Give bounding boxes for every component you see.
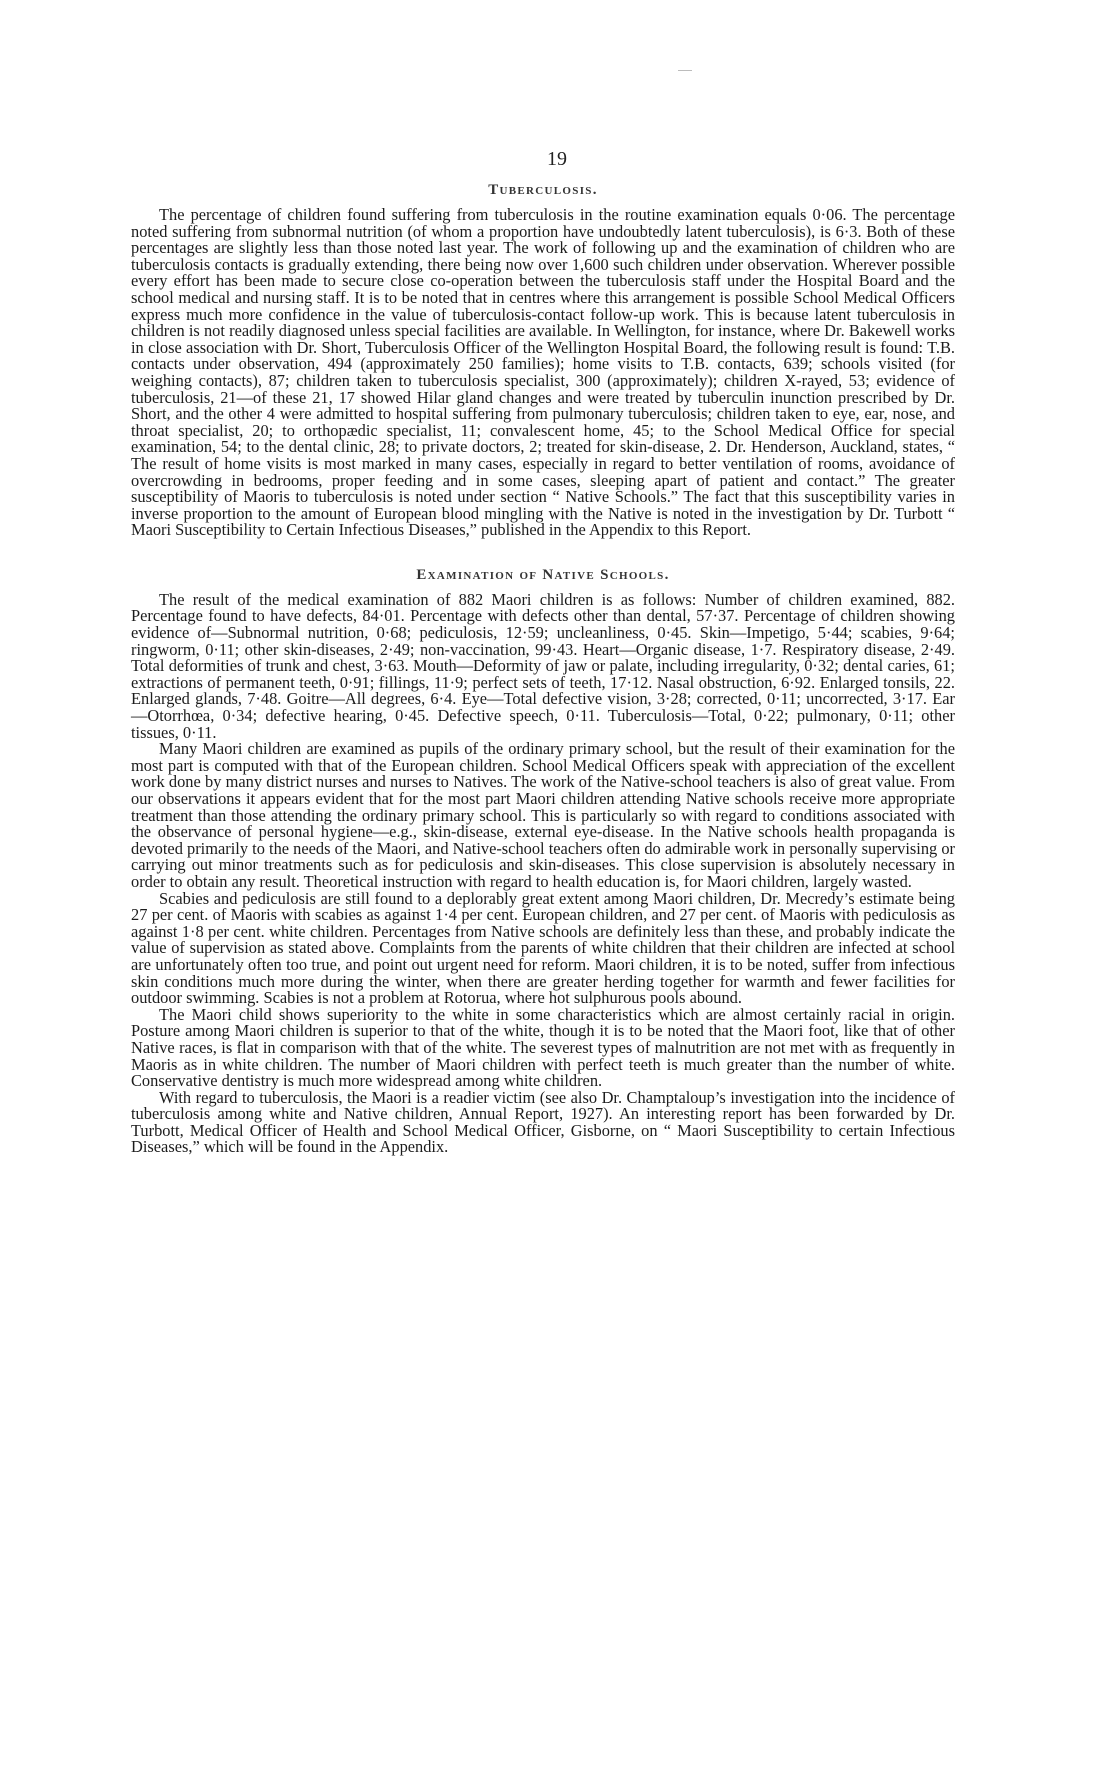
paragraph: The Maori child shows superiority to the white in some characteristics which are almost certainly racial in origin. Posture among Maori children is superior to that of the white, though it is to be noted that the Maori foot, like that of other Native races, is flat in comparison with that of the white. The severest types of malnutrition are not met with as frequently in Maoris as in white children. The number of Maori children with perfect teeth is much greater than the number of white. Conservative dentistry is much more widespread among white children. [131,1004,955,1091]
section-heading: Examination of Native Schools. [416,566,670,583]
section-heading: Tuberculosis. [488,182,598,198]
page-number: 19 [547,148,567,170]
paragraph: Many Maori children are examined as pupils of the ordinary primary school, but the result of their examination for the most part is computed with that of the European children. School Medical Officers speak with appreciation of the excellent work done by many district nurses and nurses to Natives. The work of the Native-school teachers is also of great value. From our observations it appears evident that for the most part Maori children attending Native schools receive more appropriate treatment than those attending the ordinary primary school. This is particularly so with regard to conditions associated with the observance of personal hygiene—e.g., skin-disease, external eye-disease. In the Native schools health propaganda is devoted primarily to the needs of the Maori, and Native-school teachers often do admirable work in personally supervising or carrying out minor treatments such as for pediculosis and skin-diseases. This close supervision is absolutely necessary in order to obtain any result. Theoretical instruction with regard to health education is, for Maori children, largely wasted. [131,739,955,891]
section-native-schools [131,567,955,1156]
paragraph: The result of the medical examination of 882 Maori children is as follows: Number of children examined, 882. Percentage found to have defects, 84·01. Percentage with defects other than dental, 57·37. Percentage of children showing evidence of—Subnormal nutrition, 0·68; pediculosis, 12·59; uncleanliness, 0·45. Skin—Impetigo, 5·44; scabies, 9·64; ringworm, 0·11; other skin-diseases, 2·49; non-vaccination, 99·43. Heart—Organic disease, 1·7. Respiratory disease, 2·49. Total deformities of trunk and chest, 3·63. Mouth—Deformity of jaw or palate, including irregularity, 0·32; dental caries, 61; extractions of permanent teeth, 0·91; fillings, 11·9; perfect sets of teeth, 17·12. Nasal obstruction, 6·92. Enlarged tonsils, 22. Enlarged glands, 7·48. Goitre—All degrees, 6·4. Eye—Total defective vision, 3·28; corrected, 0·11; uncorrected, 3·17. Ear—Otorrhœa, 0·34; defective hearing, 0·45. Defective speech, 0·11. Tuberculosis—Total, 0·22; pulmonary, 0·11; other tissues, 0·11. [131,589,955,742]
stray-mark [678,70,692,71]
page-content [131,182,955,1156]
paragraph: The percentage of children found suffering from tuberculosis in the routine examination equals 0·06. The percentage noted suffering from subnormal nutrition (of whom a proportion have undoubtedly latent tuberculosis), is 6·3. Both of these percentages are slightly less than those noted last year. The work of following up and the examination of children who are tuberculosis contacts is gradually extending, there being now over 1,600 such children under observation. Wherever possible every effort has been made to secure close co-operation between the tuberculosis staff under the Hospital Board and the school medical and nursing staff. It is to be noted that in centres where this arrangement is possible School Medical Officers express much more confidence in the value of tuberculosis-contact follow-up work. This is because latent tuberculosis in children is not readily diagnosed unless special facilities are available. In Wellington, for instance, where Dr. Bakewell works in close association with Dr. Short, Tuberculosis Officer of the Wellington Hospital Board, the following result is found: T.B. contacts under observation, 494 (approximately 250 families); home visits to T.B. contacts, 639; schools visited (for weighing contacts), 87; children taken to tuberculosis specialist, 300 (approximately); children X-rayed, 53; evidence of tuberculosis, 21—of these 21, 17 showed Hilar gland changes and were treated by tuberculin inunction prescribed by Dr. Short, and the other 4 were admitted to hospital suffering from pulmonary tuberculosis; children taken to eye, ear, nose, and throat specialist, 20; to orthopædic specialist, 11; convalescent home, 45; to the School Medical Office for special examination, 54; to the dental clinic, 28; to private doctors, 2; treated for skin-disease, 2. Dr. Henderson, Auckland, states, “ The result of home visits is most marked in many cases, especially in regard to better ventilation of rooms, avoidance of overcrowding in bedrooms, proper feeding and in some cases, sleeping apart of patient and contact.” The greater susceptibility of Maoris to tuberculosis is noted under section “ Native Schools.” The fact that this susceptibility varies in inverse proportion to the amount of European blood mingling with the Native is noted in the investigation by Dr. Turbott “ Maori Susceptibility to Certain Infectious Diseases,” published in the Appendix to this Report. [131,205,955,540]
section-tuberculosis [131,182,955,539]
paragraph: With regard to tuberculosis, the Maori is a readier victim (see also Dr. Champtaloup’s investigation into the incidence of tuberculosis among white and Native children, Annual Report, 1927). An interesting report has been forwarded by Dr. Turbott, Medical Officer of Health and School Medical Officer, Gisborne, on “ Maori Susceptibility to certain Infectious Diseases,” which will be found in the Appendix. [131,1087,955,1157]
paragraph: Scabies and pediculosis are still found to a deplorably great extent among Maori children, Dr. Mecredy’s estimate being 27 per cent. of Maoris with scabies as against 1·4 per cent. European children, and 27 per cent. of Maoris with pediculosis as against 1·8 per cent. white children. Percentages from Native schools are definitely less than these, and probably indicate the value of supervision as stated above. Complaints from the parents of white children that their children are infected at school are unfortunately often too true, and point out urgent need for reform. Maori children, it is to be noted, suffer from infectious skin conditions much more during the winter, when there are greater herding together for warmth and fewer facilities for outdoor swimming. Scabies is not a problem at Rotorua, where hot sulphurous pools abound. [131,888,955,1008]
